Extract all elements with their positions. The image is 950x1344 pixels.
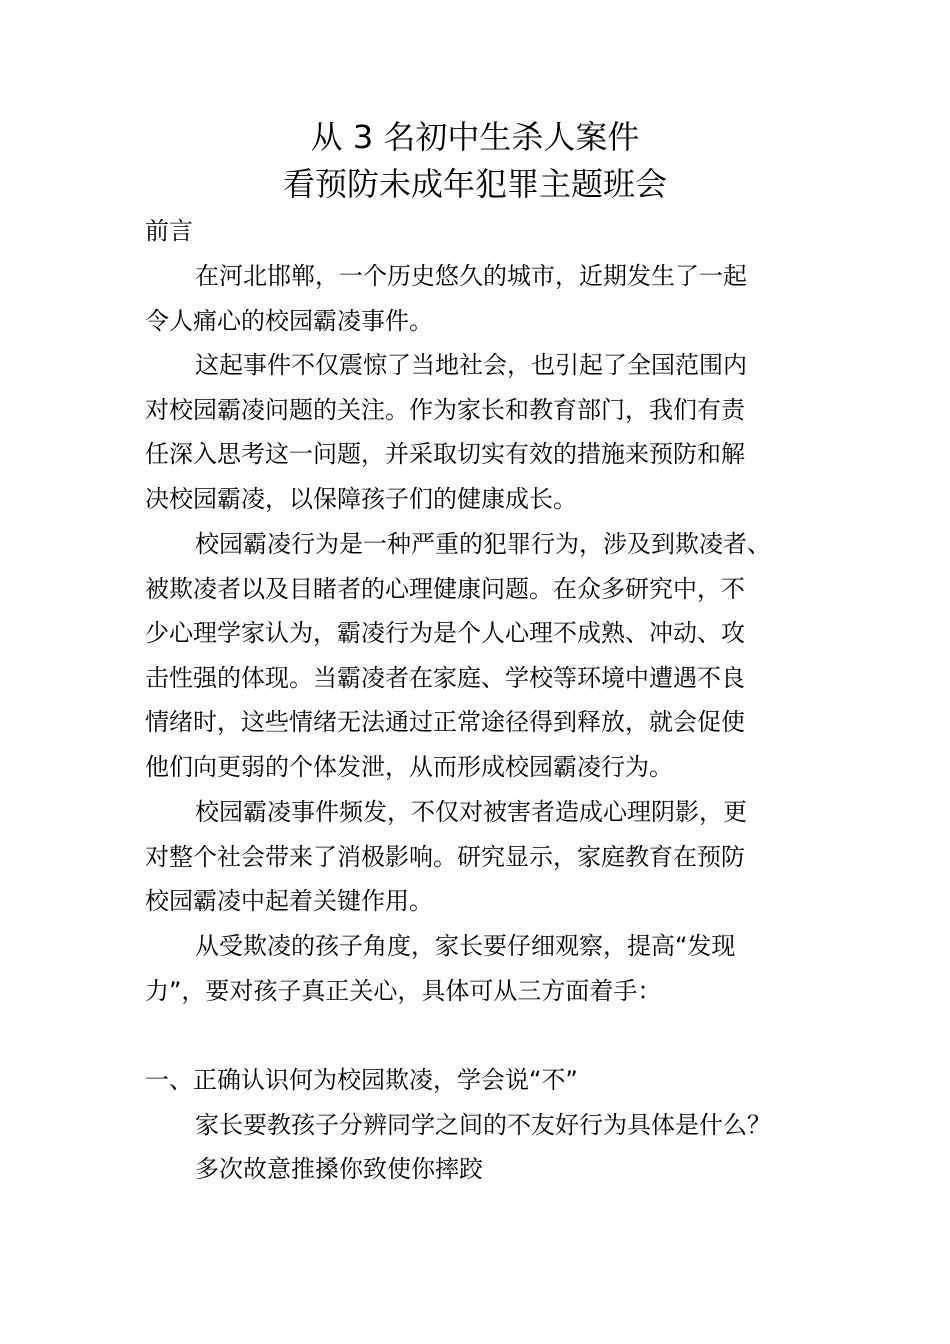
paragraph-line: 家长要教孩子分辨同学之间的不友好行为具体是什么？ [195,1111,771,1139]
document-title-line-2: 看预防未成年犯罪主题班会 [282,165,667,203]
paragraph-line: 被欺凌者以及目睹者的心理健康问题。在众多研究中，不 [145,575,745,603]
paragraph-line: 校园霸凌中起着关键作用。 [145,887,433,915]
paragraph-line: 力”，要对孩子真正关心，具体可从三方面着手： [145,977,662,1005]
paragraph-line: 对校园霸凌问题的关注。作为家长和教育部门，我们有责 [145,396,745,424]
paragraph-line: 击性强的体现。当霸凌者在家庭、学校等环境中遭遇不良 [145,664,745,692]
paragraph-line: 少心理学家认为，霸凌行为是个人心理不成熟、冲动、攻 [145,619,745,647]
paragraph-line: 多次故意推搡你致使你摔跤 [195,1155,483,1183]
paragraph-line: 校园霸凌行为是一种严重的犯罪行为，涉及到欺凌者、 [195,530,771,558]
paragraph-line: 这起事件不仅震惊了当地社会，也引起了全国范围内 [195,351,747,379]
paragraph-line: 任深入思考这一问题，并采取切实有效的措施来预防和解 [145,440,745,468]
paragraph-line: 令人痛心的校园霸凌事件。 [145,307,433,335]
paragraph-line: 校园霸凌事件频发，不仅对被害者造成心理阴影，更 [195,798,747,826]
preface-heading: 前言 [145,217,193,245]
paragraph-line: 他们向更弱的个体发泄，从而形成校园霸凌行为。 [145,753,673,781]
paragraph-line: 情绪时，这些情绪无法通过正常途径得到释放，就会促使 [145,708,745,736]
paragraph-line: 对整个社会带来了消极影响。研究显示，家庭教育在预防 [145,843,745,871]
paragraph-line: 在河北邯郸，一个历史悠久的城市，近期发生了一起 [195,262,747,290]
document-title-line-1: 从 3 名初中生杀人案件 [310,118,640,156]
paragraph-line: 决校园霸凌，以保障孩子们的健康成长。 [145,485,577,513]
section-heading: 一、正确认识何为校园欺凌，学会说“不” [145,1066,578,1094]
paragraph-line: 从受欺凌的孩子角度，家长要仔细观察，提高“发现 [195,932,736,960]
